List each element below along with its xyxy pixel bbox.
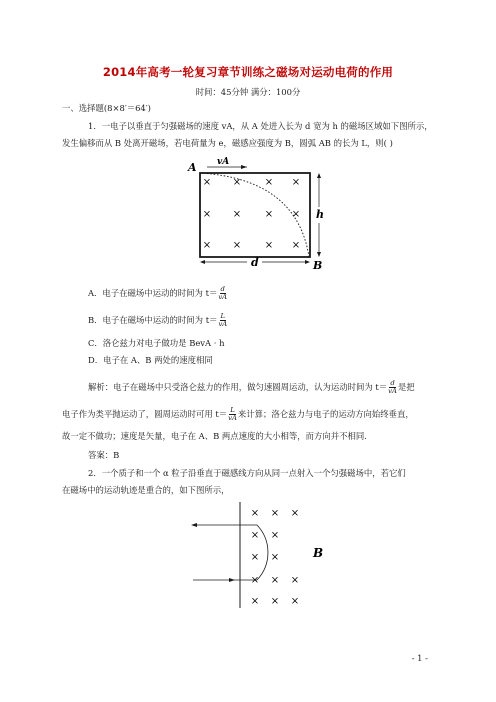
- svg-text:×: ×: [202, 177, 212, 188]
- field-crosses-into-page: [203, 177, 300, 251]
- svg-text:×: ×: [270, 596, 280, 607]
- section-heading: 一、选择题(8×8′＝64′): [62, 103, 151, 113]
- q1-answer: 答案：B: [88, 450, 120, 460]
- q1-option-c: C．洛仑兹力对电子做功是 BevA · h: [88, 338, 225, 348]
- point-B-label: B: [313, 259, 323, 272]
- svg-text:×: ×: [232, 177, 242, 188]
- q2-stem-line-1: 2．一个质子和一个 α 粒子沿垂直于磁感线方向从同一点射入一个匀强磁场中，若它们: [88, 468, 406, 478]
- q1-option-a: A．电子在磁场中运动的时间为 t＝ $\frac{d}{vA}$: [88, 285, 228, 301]
- svg-text:×: ×: [290, 575, 300, 586]
- velocity-label: vA: [217, 157, 230, 167]
- svg-text:×: ×: [250, 530, 260, 541]
- height-label: h: [316, 208, 324, 221]
- svg-text:×: ×: [270, 575, 280, 586]
- svg-text:×: ×: [290, 508, 300, 519]
- svg-text:×: ×: [291, 209, 301, 220]
- document-title: 2014年高考一轮复习章节训练之磁场对运动电荷的作用: [102, 65, 394, 79]
- entry-arrowhead: [229, 578, 235, 582]
- q1-option-d: D．电子在 A、B 两处的速度相同: [88, 355, 213, 365]
- width-label: d: [251, 256, 259, 269]
- q1-stem-line-1: 1．一电子以垂直于匀强磁场的速度 vA，从 A 处进入长为 d 宽为 h 的磁场区域如下图所示，: [88, 121, 433, 131]
- q1-option-b: B．电子在磁场中运动的时间为 t＝ $\frac{L}{vA}$: [88, 312, 228, 328]
- q1-stem-line-2: 发生偏移而从 B 处离开磁场，若电荷量为 e，磁感应强度为 B，圆弧 AB 的长为 L，则( ): [62, 138, 393, 148]
- svg-text:×: ×: [291, 240, 301, 251]
- svg-text:×: ×: [232, 209, 242, 220]
- svg-text:×: ×: [270, 552, 280, 563]
- time-and-score: 时间：45分钟 满分：100分: [195, 87, 301, 97]
- svg-text:×: ×: [264, 177, 274, 188]
- field-B-label: B: [313, 546, 324, 560]
- svg-text:×: ×: [250, 596, 260, 607]
- width-dim-arrow-right: [305, 260, 310, 264]
- svg-text:×: ×: [250, 575, 260, 586]
- q1-analysis-line-2: 电子作为类平抛运动了，圆周运动时可用 t＝ $\frac{L}{vA}$ 来计算；洛仑兹力与电子的运动方向始终垂直，: [62, 406, 414, 422]
- width-dim-arrow-left: [200, 260, 205, 264]
- page-number: - 1 -: [411, 653, 428, 663]
- svg-text:×: ×: [264, 209, 274, 220]
- q1-field-diagram: [185, 157, 330, 272]
- svg-text:×: ×: [250, 552, 260, 563]
- svg-text:×: ×: [290, 596, 300, 607]
- svg-text:×: ×: [202, 209, 212, 220]
- svg-text:×: ×: [250, 508, 260, 519]
- q1-analysis-line-1: 解析：电子在磁场中只受洛仑兹力的作用，做匀速圆周运动，认为运动时间为 t＝ $\frac{d}{vA}$ 是把: [88, 379, 415, 395]
- height-dim-arrow-top: [317, 173, 321, 178]
- point-A-label: A: [188, 161, 197, 174]
- q2-stem-line-2: 在磁场中的运动轨迹是重合的，如下图所示，: [62, 485, 230, 495]
- height-dim-arrow-bottom: [317, 252, 321, 257]
- velocity-arrowhead: [241, 165, 247, 169]
- field-crosses-into-page: [251, 508, 299, 607]
- svg-text:×: ×: [232, 240, 242, 251]
- svg-text:×: ×: [270, 508, 280, 519]
- q1-analysis-line-3: 故一定不做功；速度是矢量，电子在 A、B 两点速度的大小相等，而方向并不相同.: [62, 431, 367, 441]
- svg-text:×: ×: [270, 530, 280, 541]
- q2-trajectory-diagram: [185, 500, 330, 610]
- svg-text:×: ×: [291, 177, 301, 188]
- svg-text:×: ×: [202, 240, 212, 251]
- svg-text:×: ×: [264, 240, 274, 251]
- exit-arrowhead: [191, 523, 197, 527]
